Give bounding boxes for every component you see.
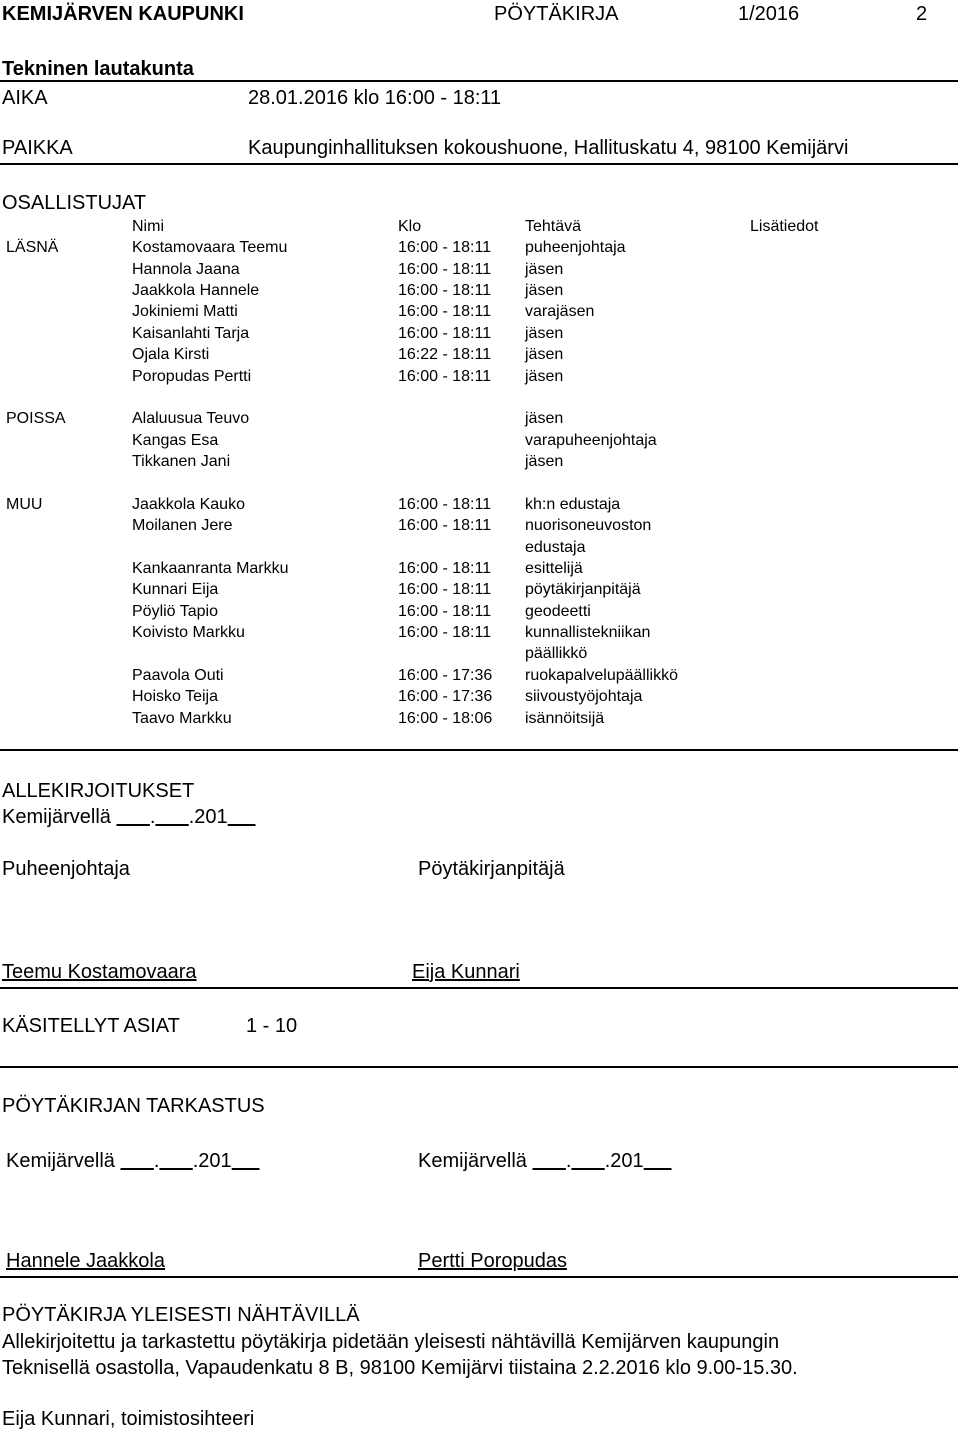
participant-time: 16:00 - 18:11 [398, 496, 492, 513]
review-place-date-2: Kemijärvellä . .201 [418, 1150, 671, 1173]
participant-role: kunnallistekniikan [525, 624, 651, 641]
day-blank [533, 1150, 566, 1172]
month-blank [159, 1150, 192, 1172]
year-blank [228, 806, 256, 828]
participant-role: kh:n edustaja [525, 496, 621, 513]
participant-role: varajäsen [525, 303, 595, 320]
year-prefix: .201 [604, 1150, 644, 1172]
body-name: Tekninen lautakunta [2, 58, 194, 80]
chair-title: Puheenjohtaja [2, 858, 130, 880]
participant-time: 16:00 - 18:11 [398, 261, 492, 278]
participant-role-cont: päällikkö [525, 645, 588, 662]
participant-time: 16:00 - 18:11 [398, 517, 492, 534]
day-blank [117, 806, 150, 828]
year-prefix: .201 [188, 806, 228, 828]
public-text-line-2: Teknisellä osastolla, Vapaudenkatu 8 B, 98100 Kemijärvi tiistaina 2.2.2016 klo 9.00-15.30. [2, 1357, 798, 1379]
reviewer-2-name: Pertti Poropudas [418, 1250, 567, 1272]
participant-time: 16:00 - 18:11 [398, 581, 492, 598]
participant-name: Koivisto Markku [132, 624, 245, 641]
participant-name: Kangas Esa [132, 432, 219, 449]
page-number: 2 [916, 3, 928, 25]
participant-time: 16:00 - 18:11 [398, 368, 492, 385]
participant-role: jäsen [525, 261, 564, 278]
meta-rule [0, 163, 958, 165]
participant-time: 16:00 - 17:36 [398, 688, 493, 705]
column-info: Lisätiedot [750, 218, 819, 235]
participant-role: isännöitsijä [525, 710, 605, 727]
participant-name: Hoisko Teija [132, 688, 218, 705]
secretary-name: Eija Kunnari [412, 961, 520, 983]
participant-role-cont: edustaja [525, 539, 586, 556]
secretary-title: Pöytäkirjanpitäjä [418, 858, 565, 880]
place-value: Kaupunginhallituksen kokoushuone, Hallituskatu 4, 98100 Kemijärvi [248, 137, 849, 159]
signatures-rule [0, 987, 958, 989]
participant-time: 16:00 - 18:11 [398, 560, 492, 577]
participant-time: 16:00 - 18:11 [398, 282, 492, 299]
time-label: AIKA [2, 87, 48, 109]
header-rule [0, 80, 958, 82]
participant-role: jäsen [525, 410, 564, 427]
participant-name: Paavola Outi [132, 667, 224, 684]
other-label: MUU [6, 496, 43, 513]
participant-time: 16:00 - 17:36 [398, 667, 493, 684]
absent-label: POISSA [6, 410, 66, 427]
document-number: 1/2016 [738, 3, 800, 25]
public-signer: Eija Kunnari, toimistosihteeri [2, 1408, 255, 1430]
day-blank [121, 1150, 154, 1172]
year-blank [644, 1150, 672, 1172]
participant-role: jäsen [525, 325, 564, 342]
items-rule [0, 1066, 958, 1068]
participants-rule [0, 749, 958, 751]
items-range: 1 - 10 [246, 1015, 298, 1037]
column-time: Klo [398, 218, 422, 235]
participant-name: Pöyliö Tapio [132, 603, 218, 620]
participant-name: Jokiniemi Matti [132, 303, 238, 320]
participant-role: nuorisoneuvoston [525, 517, 652, 534]
participant-name: Tikkanen Jani [132, 453, 231, 470]
present-label: LÄSNÄ [6, 239, 59, 256]
chair-name: Teemu Kostamovaara [2, 961, 197, 983]
org-name: KEMIJÄRVEN KAUPUNKI [2, 3, 244, 25]
place-name: Kemijärvellä [418, 1150, 527, 1172]
column-name: Nimi [132, 218, 164, 235]
public-heading: PÖYTÄKIRJA YLEISESTI NÄHTÄVILLÄ [2, 1304, 360, 1326]
participant-role: pöytäkirjanpitäjä [525, 581, 641, 598]
participant-time: 16:00 - 18:06 [398, 710, 493, 727]
participant-name: Alaluusua Teuvo [132, 410, 250, 427]
participant-name: Poropudas Pertti [132, 368, 252, 385]
document-type: PÖYTÄKIRJA [494, 3, 619, 25]
month-blank [155, 806, 188, 828]
participant-name: Moilanen Jere [132, 517, 233, 534]
participant-role: jäsen [525, 368, 564, 385]
participant-role: jäsen [525, 453, 564, 470]
year-prefix: .201 [192, 1150, 232, 1172]
participant-role: jäsen [525, 282, 564, 299]
column-role: Tehtävä [525, 218, 582, 235]
review-heading: PÖYTÄKIRJAN TARKASTUS [2, 1095, 265, 1117]
signature-place-date: Kemijärvellä . .201 [2, 806, 255, 829]
public-text-line-1: Allekirjoitettu ja tarkastettu pöytäkirja pidetään yleisesti nähtävillä Kemijärven kaupungin [2, 1331, 780, 1353]
participants-heading: OSALLISTUJAT [2, 192, 147, 214]
participant-role: ruokapalvelupäällikkö [525, 667, 678, 684]
participant-time: 16:00 - 18:11 [398, 303, 492, 320]
items-label: KÄSITELLYT ASIAT [2, 1015, 180, 1037]
participant-name: Kostamovaara Teemu [132, 239, 288, 256]
participant-name: Hannola Jaana [132, 261, 240, 278]
participant-time: 16:00 - 18:11 [398, 239, 492, 256]
participant-role: puheenjohtaja [525, 239, 626, 256]
participant-role: varapuheenjohtaja [525, 432, 657, 449]
participant-time: 16:00 - 18:11 [398, 325, 492, 342]
month-blank [571, 1150, 604, 1172]
participant-name: Ojala Kirsti [132, 346, 210, 363]
time-value: 28.01.2016 klo 16:00 - 18:11 [248, 87, 502, 109]
participant-name: Jaakkola Hannele [132, 282, 260, 299]
participant-role: geodeetti [525, 603, 591, 620]
review-rule [0, 1276, 958, 1278]
participant-name: Jaakkola Kauko [132, 496, 245, 513]
year-blank [232, 1150, 260, 1172]
participant-role: esittelijä [525, 560, 583, 577]
participant-role: jäsen [525, 346, 564, 363]
participant-name: Kankaanranta Markku [132, 560, 289, 577]
participant-name: Kaisanlahti Tarja [132, 325, 250, 342]
place-name: Kemijärvellä [2, 806, 111, 828]
participant-time: 16:22 - 18:11 [398, 346, 492, 363]
signatures-heading: ALLEKIRJOITUKSET [2, 780, 195, 802]
participant-role: siivoustyöjohtaja [525, 688, 643, 705]
reviewer-1-name: Hannele Jaakkola [6, 1250, 165, 1272]
participant-time: 16:00 - 18:11 [398, 603, 492, 620]
review-place-date-1: Kemijärvellä . .201 [6, 1150, 259, 1173]
place-label: PAIKKA [2, 137, 73, 159]
participant-name: Taavo Markku [132, 710, 232, 727]
place-name: Kemijärvellä [6, 1150, 115, 1172]
participant-time: 16:00 - 18:11 [398, 624, 492, 641]
participant-name: Kunnari Eija [132, 581, 219, 598]
